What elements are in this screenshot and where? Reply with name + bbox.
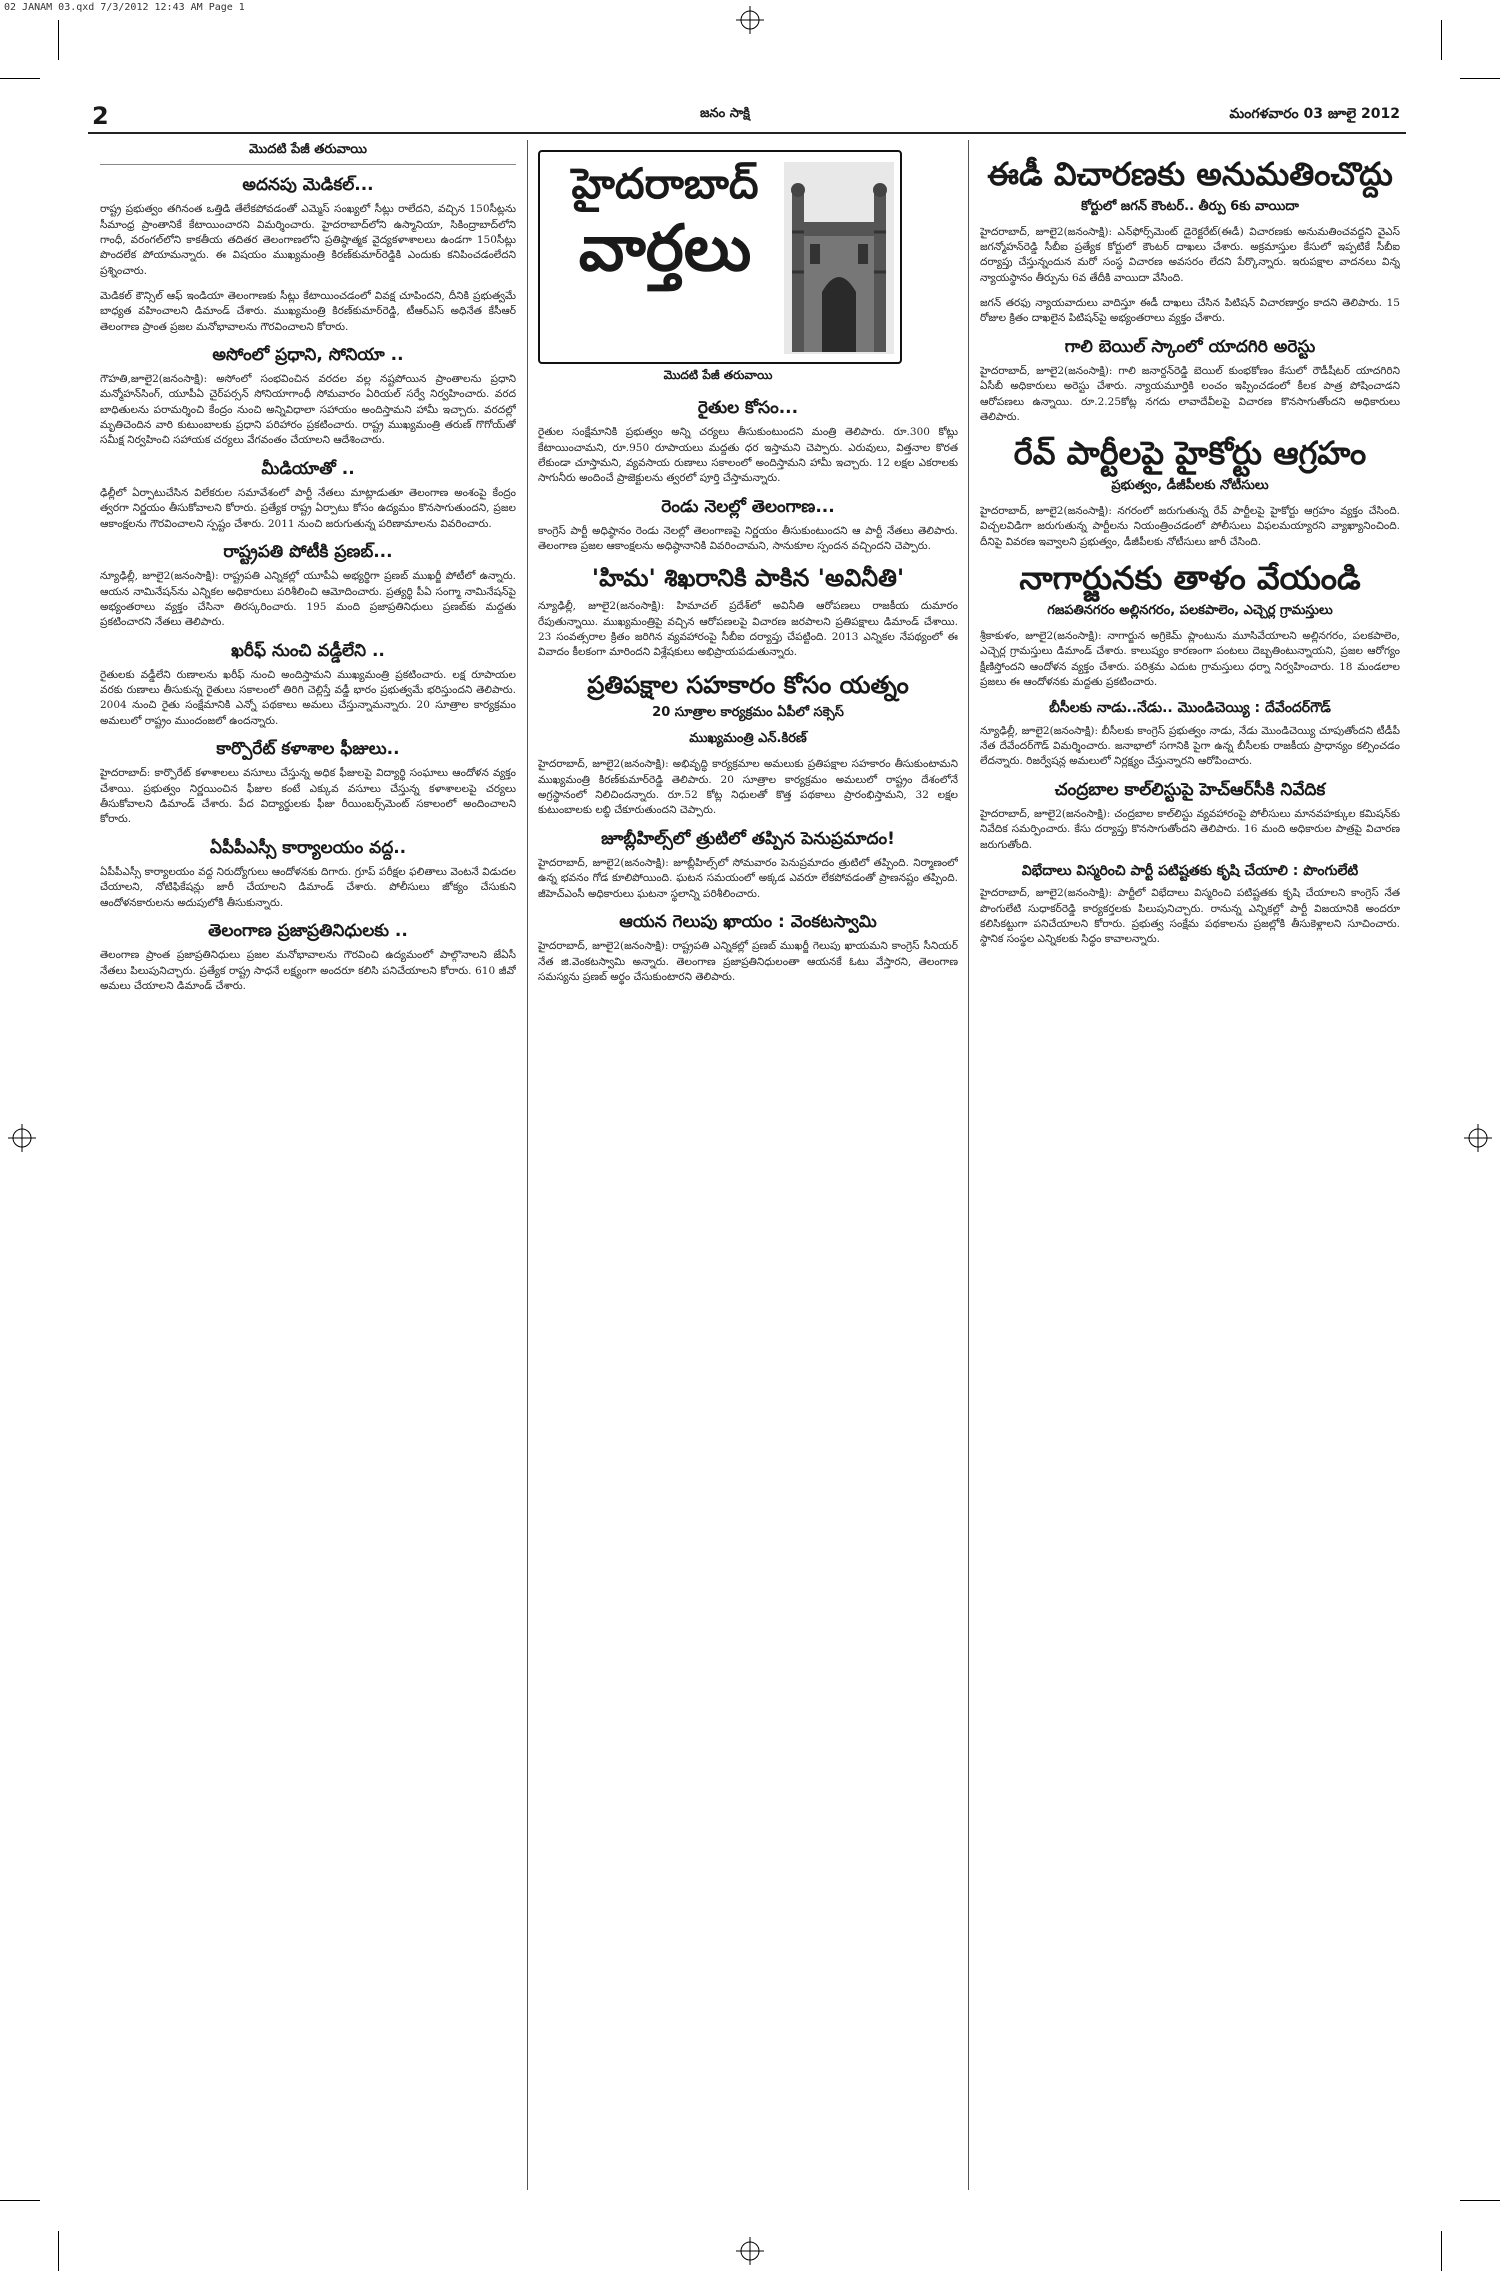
column-left <box>100 142 516 2192</box>
headline: అదనపు మెడికల్... <box>242 175 374 195</box>
headline: ఏపీపీఎస్సీ కార్యాలయం వద్ద.. <box>209 837 407 858</box>
headline: మీడియాతో .. <box>261 458 355 479</box>
article-text: గౌహతి,జూలై2(జనంసాక్షి): అసోంలో సంభవించిన వరదల వల్ల నష్టపోయిన ప్రాంతాలను ప్రధాని మన్మోహన్‌సింగ్, యూపీఏ చైర్‌పర్సన్ సోనియాగాంధీ సోమవారం ఏరియల్ సర్వే నిర్వహించారు. వరద బాధితులను పరామర్శించి కేంద్రం నుంచి అన్నివిధాలా సహాయం అందిస్తామని హామీ ఇచ్చారు. వరదల్లో మృతిచెందిన వారి కుటుంబాలకు ప్రధాని పరిహారం ప్రకటించారు. రాష్ట్ర ముఖ్యమంత్రి తరుణ్ గొగోయ్‌తో సమీక్ష నిర్వహించి సహాయక చర్యలు వేగవంతం చేయాలని ఆదేశించారు. <box>100 373 516 447</box>
subheadline: కోర్టులో జగన్ కౌంటర్.. తీర్పు 6కు వాయిదా <box>1081 198 1299 214</box>
article-text: హైదరాబాద్, జూలై2(జనంసాక్షి): అభివృద్ధి కార్యక్రమాల అమలుకు ప్రతిపక్షాల సహకారం తీసుకుంటామని ముఖ్యమంత్రి కిరణ్‌కుమార్‌రెడ్డి తెలిపారు. 20 సూత్రాల కార్యక్రమం అమలులో రాష్ట్రం దేశంలోనే అగ్రస్థానంలో నిలిచిందన్నారు. రూ.52 కోట్ల నిధులతో కొత్త పథకాలు ప్రారంభిస్తామని, 32 లక్షల కుటుంబాలకు లబ్ధి చేకూరుతుందని చెప్పారు. <box>538 758 958 817</box>
headline: ఖరీఫ్ నుంచి వడ్డీలేని .. <box>231 640 385 661</box>
article-text: శ్రీకాకుళం, జూలై2(జనంసాక్షి): నాగార్జున అగ్రికెమ్ ప్లాంటును మూసివేయాలని అల్లినగరం, పలకపాలెం, ఎచ్చెర్ల గ్రామస్తులు డిమాండ్ చేశారు. కాలుష్యం కారణంగా పంటలు దెబ్బతింటున్నాయని, ప్రజల ఆరోగ్యం క్షీణిస్తోందని ఆందోళన వ్యక్తం చేశారు. పరిశ్రమ ఎదుట గ్రామస్తులు ధర్నా నిర్వహించారు. 18 మండలాల ప్రజలు ఈ ఆందోళనకు మద్దతు ప్రకటించారు. <box>980 629 1400 688</box>
article-text: రైతుల సంక్షేమానికి ప్రభుత్వం అన్ని చర్యలు తీసుకుంటుందని మంత్రి తెలిపారు. రూ.300 కోట్లు కేటాయించామని, రూ.950 రూపాయలు మద్దతు ధర ఇస్తామని చెప్పారు. ఎరువులు, విత్తనాల కొరత లేకుండా చూస్తామని, వ్యవసాయ రుణాలు సకాలంలో అందిస్తామని హామీ ఇచ్చారు. 12 లక్షల ఎకరాలకు సాగునీరు అందించే ప్రాజెక్టులను త్వరలో పూర్తి చేస్తామన్నారు. <box>538 426 958 485</box>
article-text: హైదరాబాద్, జూలై2(జనంసాక్షి): జూబ్లీహిల్స్‌లో సోమవారం పెనుప్రమాదం త్రుటిలో తప్పింది. నిర్మాణంలో ఉన్న భవనం గోడ కూలిపోయింది. ఘటన సమయంలో అక్కడ ఎవరూ లేకపోవడంతో ప్రాణనష్టం తప్పింది. జీహెచ్ఎంసీ అధికారులు ఘటనా స్థలాన్ని పరిశీలించారు. <box>538 856 958 900</box>
article-text: న్యూఢిల్లీ, జూలై2(జనంసాక్షి): బీసీలకు కాంగ్రెస్ ప్రభుత్వం నాడు, నేడు మొండిచెయ్యి చూపుతోందని టీడీపీ నేత దేవేందర్‌గౌడ్ విమర్శించారు. జనాభాలో సగానికి పైగా ఉన్న బీసీలకు రాజకీయ ప్రాధాన్యం కల్పించడం లేదన్నారు. రిజర్వేషన్ల అమలులో నిర్లక్ష్యం చేస్తున్నారని ఆరోపించారు. <box>980 724 1400 768</box>
continuation-kicker: మొదటి పేజీ తరువాయి <box>663 368 773 382</box>
crop-mark <box>1441 20 1442 60</box>
headline: నాగార్జునకు తాళం వేయండి <box>1019 559 1361 598</box>
registration-mark-icon <box>1464 1124 1492 1152</box>
article-text: హైదరాబాద్, జూలై2(జనంసాక్షి): పార్టీలో విభేదాలు విస్మరించి పటిష్టతకు కృషి చేయాలని కాంగ్రెస్ నేత పొంగులేటి సుధాకర్‌రెడ్డి కార్యకర్తలకు పిలుపునిచ్చారు. రానున్న ఎన్నికల్లో పార్టీ విజయానికి అందరూ కలిసికట్టుగా పనిచేయాలని కోరారు. ప్రభుత్వ సంక్షేమ పథకాలను ప్రజల్లోకి తీసుకెళ్లాలని సూచించారు. స్థానిక సంస్థల ఎన్నికలకు సిద్ధం కావాలన్నారు. <box>980 887 1400 946</box>
subheadline: గజపతినగరం అల్లినగరం, పలకపాలెం, ఎచ్చెర్ల గ్రామస్తులు <box>1047 602 1333 618</box>
article-text: న్యూఢిల్లీ, జూలై2(జనంసాక్షి): హిమాచల్ ప్రదేశ్‌లో అవినీతి ఆరోపణలు రాజకీయ దుమారం రేపుతున్నాయి. ముఖ్యమంత్రిపై వచ్చిన ఆరోపణలపై విచారణ జరపాలని ప్రతిపక్షాలు డిమాండ్ చేశాయి. 23 సంవత్సరాల క్రితం జరిగిన వ్యవహారంపై సీబీఐ దర్యాప్తు చేపట్టింది. 2013 ఎన్నికల నేపథ్యంలో ఈ వివాదం కీలకంగా మారిందని విశ్లేషకులు అభిప్రాయపడుతున్నారు. <box>538 600 958 659</box>
charminar-icon <box>784 162 894 354</box>
dateline: మంగళవారం 03 జూలై 2012 <box>1229 106 1400 122</box>
crop-mark <box>1460 2200 1500 2201</box>
article-text: హైదరాబాద్, జూలై2(జనంసాక్షి): చంద్రబాల కాల్‌లిస్టు వ్యవహారంపై పోలీసులు మానవహక్కుల కమిషన్‌కు నివేదిక సమర్పించారు. కేసు దర్యాప్తు కొనసాగుతోందని తెలిపారు. 16 మంది అధికారుల పాత్రపై విచారణ జరుగుతోంది. <box>980 807 1400 851</box>
article-text: తెలంగాణ ప్రాంత ప్రజాప్రతినిధులు ప్రజల మనోభావాలను గౌరవించి ఉద్యమంలో పాల్గొనాలని జేఏసీ నేతలు పిలుపునిచ్చారు. ప్రత్యేక రాష్ట్ర సాధనే లక్ష్యంగా అందరూ కలిసి పనిచేయాలని కోరారు. 610 జీవో అమలు చేయాలని డిమాండ్ చేశారు. <box>100 949 516 992</box>
article-text: రైతులకు వడ్డీలేని రుణాలను ఖరీఫ్ నుంచి అందిస్తామని ముఖ్యమంత్రి ప్రకటించారు. లక్ష రూపాయల వరకు రుణాలు తీసుకున్న రైతులు సకాలంలో తిరిగి చెల్లిస్తే వడ్డీ భారం ప్రభుత్వమే భరిస్తుందని తెలిపారు. 2004 నుంచి రైతు సంక్షేమానికి ఎన్నో పథకాలు అమలు చేస్తున్నామన్నారు. 20 సూత్రాల కార్యక్రమం అమలులో రాష్ట్రం ముందంజలో ఉందన్నారు. <box>100 668 516 727</box>
article-text: హైదరాబాద్, జూలై2(జనంసాక్షి): రాష్ట్రపతి ఎన్నికల్లో ప్రణబ్ ముఖర్జీ గెలుపు ఖాయమని కాంగ్రెస్ సీనియర్ నేత జి.వెంకటస్వామి అన్నారు. తెలంగాణ ప్రజాప్రతినిధులంతా ఆయనకే ఓటు వేస్తారని, తెలంగాణ సమస్యను ప్రణబ్ అర్థం చేసుకుంటారని తెలిపారు. <box>538 940 958 983</box>
headline: కార్పొరేట్ కళాశాల ఫీజులు.. <box>216 739 400 760</box>
headline: 'హిమ' శిఖరానికి పాకిన 'అవినీతి' <box>591 564 905 593</box>
headline: రాష్ట్రపతి పోటీకి ప్రణబ్... <box>223 542 393 562</box>
subheadline: ముఖ్యమంత్రి ఎన్.కిరణ్ <box>689 731 807 747</box>
registration-mark-icon <box>8 1124 36 1152</box>
crop-mark <box>1460 78 1500 79</box>
headline: ప్రతిపక్షాల సహకారం కోసం యత్నం <box>587 670 909 699</box>
article-text: ఢిల్లీలో ఏర్పాటుచేసిన విలేకరుల సమావేశంలో పార్టీ నేతలు మాట్లాడుతూ తెలంగాణ అంశంపై కేంద్రం త్వరగా నిర్ణయం తీసుకోవాలని కోరారు. ప్రత్యేక రాష్ట్ర ఏర్పాటు కోసం ఉద్యమం కొనసాగుతుందని, ప్రజల ఆకాంక్షలను గౌరవించాలని స్పష్టం చేశారు. 2011 నుంచి జరుగుతున్న పరిణామాలను వివరించారు. <box>100 487 516 530</box>
article-text: హైదరాబాద్, జూలై2(జనంసాక్షి): గాలి జనార్దన్‌రెడ్డి బెయిల్ కుంభకోణం కేసులో రౌడీషీటర్ యాదగిరిని ఏసీబీ అధికారులు అరెస్టు చేశారు. న్యాయమూర్తికి లంచం ఇప్పించడంలో కీలక పాత్ర పోషించాడని ఆరోపణలు ఉన్నాయి. రూ.2.25కోట్ల నగదు లావాదేవీలపై విచారణ కొనసాగుతోందని అధికారులు తెలిపారు. <box>980 365 1400 423</box>
registration-mark-icon <box>736 6 764 34</box>
print-slug: 02 JANAM 03.qxd 7/3/2012 12:43 AM Page 1 <box>4 2 245 13</box>
headline: అసోంలో ప్రధాని, సోనియా .. <box>212 344 404 365</box>
section-banner <box>538 150 902 364</box>
banner-title-line2: వార్తలు <box>578 211 752 286</box>
crop-mark <box>0 78 40 79</box>
article-text: రాష్ట్ర ప్రభుత్వం తగినంత ఒత్తిడి తేలేకపోవడంతో ఎమ్మెస్ సంఖ్యలో సీట్లు రాలేదని, వచ్చిన 150సీట్లను సీమాంధ్ర ప్రాంతానికే కేటాయించారని విమర్శించారు. హైదరాబాద్‌లోని ఉస్మానియా, సికింద్రాబాద్‌లోని గాంధీ, వరంగల్‌లోని కాకతీయ తదితర తెలంగాణలోని ప్రతిష్ఠాత్మక వైద్యకళాశాలలు ఉండగా 150సీట్లు పొందలేక పోయామన్నారు. ఈ విషయం ముఖ్యమంత్రి కిరణ్‌కుమార్‌రెడ్డికి ఎందుకు కనిపించడంలేదని ప్రశ్నించారు. <box>100 203 516 277</box>
registration-mark-icon <box>736 2237 764 2265</box>
column-right <box>980 150 1400 2190</box>
continuation-kicker: మొదటి పేజీ తరువాయి <box>100 142 516 165</box>
headline: బీసీలకు నాడు..నేడు.. మొండిచెయ్యి : దేవేందర్‌గౌడ్ <box>1049 700 1331 717</box>
article-text: హైదరాబాద్, జూలై2(జనంసాక్షి): ఎన్‌ఫోర్స్‌మెంట్ డైరెక్టరేట్(ఈడీ) విచారణకు అనుమతించవద్దని వైఎస్ జగన్మోహన్‌రెడ్డి సీబీఐ ప్రత్యేక కోర్టులో కౌంటర్ దాఖలు చేశారు. అక్రమాస్తుల కేసులో ఇప్పటికే సీబీఐ దర్యాప్తు చేస్తున్నందున మరో సంస్థ విచారణ అవసరం లేదని పేర్కొన్నారు. ఇరుపక్షాల వాదనలు విన్న న్యాయస్థానం తీర్పును 6వ తేదీకి వాయిదా వేసింది. <box>980 225 1400 284</box>
banner-title-line1: హైదరాబాద్ <box>571 159 759 208</box>
article-text: హైదరాబాద్: కార్పొరేట్ కళాశాలలు వసూలు చేస్తున్న అధిక ఫీజులపై విద్యార్థి సంఘాలు ఆందోళన వ్యక్తం చేశాయి. ప్రభుత్వం నిర్ణయించిన ఫీజుల కంటే ఎక్కువ వసూలు చేస్తున్న కళాశాలలపై చర్యలు తీసుకోవాలని డిమాండ్ చేశారు. పేద విద్యార్థులకు ఫీజు రీయింబర్స్‌మెంట్ సకాలంలో అందించాలని కోరారు. <box>100 767 516 826</box>
article-text: న్యూఢిల్లీ, జూలై2(జనంసాక్షి): రాష్ట్రపతి ఎన్నికల్లో యూపీఏ అభ్యర్థిగా ప్రణబ్ ముఖర్జీ పోటీలో ఉన్నారు. ఆయన నామినేషన్‌ను ఎన్నికల అధికారులు పరిశీలించి ఆమోదించారు. ప్రత్యర్థి పీఏ సంగ్మా నామినేషన్‌పై అభ్యంతరాలు వ్యక్తం చేసినా తిరస్కరించారు. 195 మంది ప్రజాప్రతినిధులు ప్రణబ్‌కు మద్దతు ప్రకటించారని నేతలు తెలిపారు. <box>100 570 516 629</box>
header-rule <box>88 132 1406 134</box>
article-text: హైదరాబాద్, జూలై2(జనంసాక్షి): నగరంలో జరుగుతున్న రేవ్ పార్టీలపై హైకోర్టు ఆగ్రహం వ్యక్తం చేసింది. విచ్చలవిడిగా జరుగుతున్న పార్టీలను నియంత్రించడంలో పోలీసులు విఫలమయ్యారని వ్యాఖ్యానించింది. దీనిపై వివరణ ఇవ్వాలని ప్రభుత్వం, డీజీపీలకు నోటీసులు జారీ చేసింది. <box>980 505 1400 548</box>
headline: విభేదాలు విస్మరించి పార్టీ పటిష్టతకు కృషి చేయాలి : పొంగులేటి <box>1021 862 1359 879</box>
headline: రెండు నెలల్లో తెలంగాణ... <box>661 496 835 517</box>
headline: ఆయన గెలుపు ఖాయం : వెంకటస్వామి <box>619 911 877 932</box>
crop-mark <box>0 2200 40 2201</box>
crop-mark <box>58 20 59 60</box>
subheadline: ప్రభుత్వం, డీజీపీలకు నోటీసులు <box>1111 478 1269 494</box>
article-text: మెడికల్ కౌన్సిల్ ఆఫ్ ఇండియా తెలంగాణకు సీట్లు కేటాయించడంలో వివక్ష చూపిందని, దీనికి ప్రభుత్వమే బాధ్యత వహించాలని డిమాండ్ చేశారు. ముఖ్యమంత్రి కిరణ్‌కుమార్‌రెడ్డి, టీఆర్ఎస్ అధినేత కేసీఆర్ తెలంగాణ ప్రాంత ప్రజల మనోభావాలను గౌరవించాలని కోరారు. <box>100 289 516 333</box>
headline: రైతుల కోసం... <box>697 398 799 418</box>
crop-mark <box>1441 2231 1442 2271</box>
headline: రేవ్ పార్టీలపై హైకోర్టు ఆగ్రహం <box>1013 434 1367 473</box>
headline: తెలంగాణ ప్రజాప్రతినిధులకు .. <box>208 920 408 941</box>
article-text: జగన్ తరఫు న్యాయవాదులు వాదిస్తూ ఈడీ దాఖలు చేసిన పిటిషన్ విచారణార్హం కాదని తెలిపారు. 15 రోజుల క్రితం దాఖలైన పిటిషన్‌పై అభ్యంతరాలు వ్యక్తం చేశారు. <box>980 297 1400 325</box>
article-text: ఏపీపీఎస్సీ కార్యాలయం వద్ద నిరుద్యోగులు ఆందోళనకు దిగారు. గ్రూప్ పరీక్షల ఫలితాలు వెంటనే విడుదల చేయాలని, నోటిఫికేషన్లు జారీ చేయాలని డిమాండ్ చేశారు. పోలీసులు జోక్యం చేసుకుని ఆందోళనకారులను అదుపులోకి తీసుకున్నారు. <box>100 865 516 909</box>
headline: గాలి బెయిల్ స్కాంలో యాదగిరి అరెస్టు <box>1064 336 1316 357</box>
masthead-logo: జనం సాక్షి <box>700 106 750 121</box>
subheadline: 20 సూత్రాల కార్యక్రమం ఏపీలో సక్సెస్ <box>652 705 844 721</box>
column-divider <box>968 140 969 2190</box>
headline: చంద్రబాల కాల్‌లిస్టుపై హెచ్‌ఆర్‌సీకి నివేదిక <box>1054 779 1326 800</box>
headline: జూబ్లీహిల్స్‌లో త్రుటిలో తప్పిన పెనుప్రమాదం! <box>601 828 895 849</box>
column-center <box>538 392 958 2192</box>
crop-mark <box>58 2231 59 2271</box>
page-number: 2 <box>92 102 109 130</box>
headline: ఈడీ విచారణకు అనుమతించొద్దు <box>987 155 1393 193</box>
article-text: కాంగ్రెస్ పార్టీ అధిష్ఠానం రెండు నెలల్లో తెలంగాణపై నిర్ణయం తీసుకుంటుందని ఆ పార్టీ నేతలు తెలిపారు. తెలంగాణ ప్రజల ఆకాంక్షలను అధిష్ఠానానికి వివరించామని, సానుకూల స్పందన వచ్చిందని చెప్పారు. <box>538 524 958 553</box>
column-divider <box>527 140 528 2190</box>
